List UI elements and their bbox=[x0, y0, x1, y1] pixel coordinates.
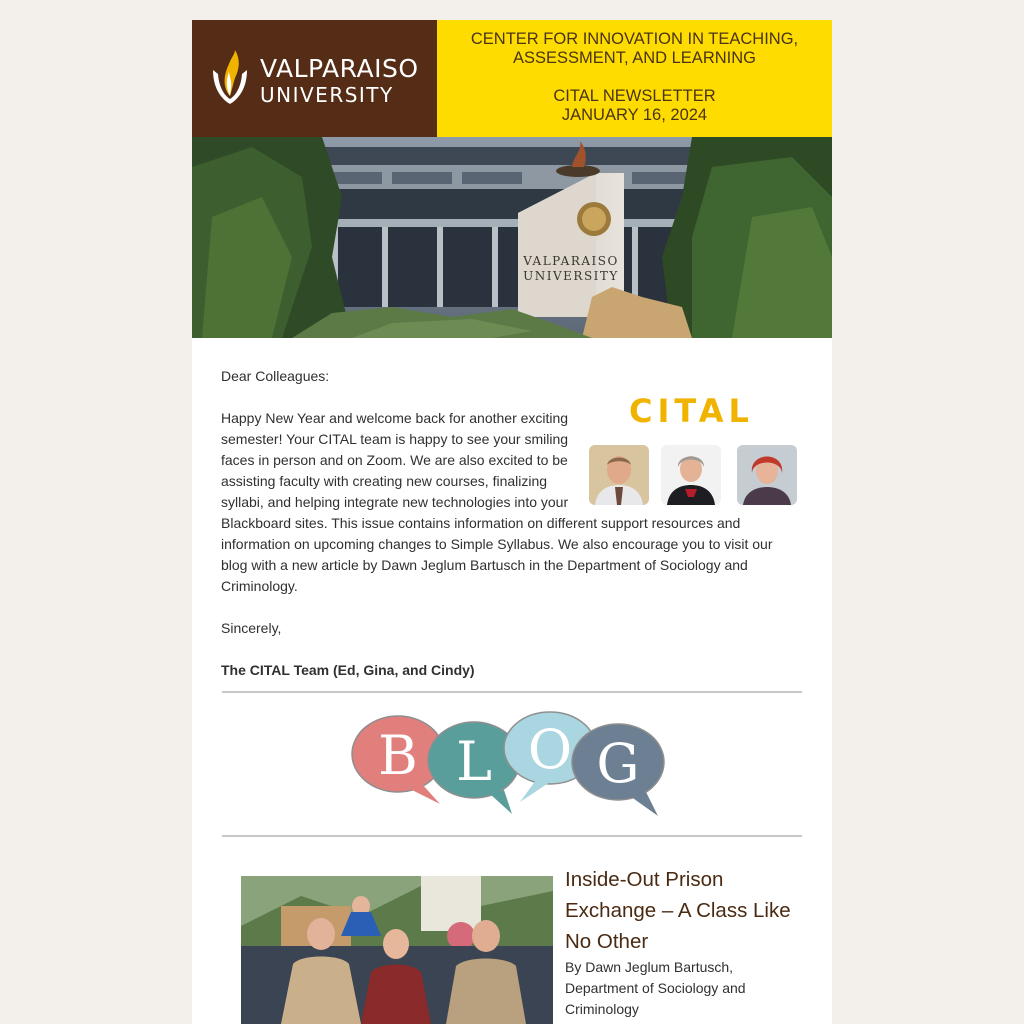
team-photo-cindy bbox=[737, 445, 797, 505]
team-photo-gina bbox=[661, 445, 721, 505]
section-divider bbox=[222, 835, 802, 837]
center-name-line2: ASSESSMENT, AND LEARNING bbox=[513, 49, 756, 67]
flame-shield-icon bbox=[209, 50, 251, 104]
cital-team-figure bbox=[589, 392, 809, 511]
blog-letter-g: G bbox=[596, 732, 640, 795]
intro-body: Happy New Year and welcome back for another exciting semester! Your CITAL team is happy to see your smiling faces in person and on Zoom. We are also excited to be assisting faculty with creating new courses, finalizing syllabi, and helping integrate new technologies into your Blackboard sites. This issue contains information on different support resources and information on upcoming changes to Simple Syllabus. We also encourage you to visit our blog with a new article by Dawn Jeglum Bartusch in the Department of Sociology and Criminology. bbox=[221, 410, 773, 594]
logo-wordmark bbox=[260, 56, 419, 105]
campus-sign-illustration bbox=[192, 137, 832, 338]
logo-line1: VALPARAISO bbox=[260, 54, 419, 83]
blog-letter-o: O bbox=[527, 718, 573, 781]
closing: Sincerely, bbox=[221, 620, 282, 636]
cital-wordmark: CITAL bbox=[629, 392, 754, 430]
sign-line2: UNIVERSITY bbox=[523, 269, 619, 283]
hero-image bbox=[192, 137, 832, 338]
newsletter-label: CITAL NEWSLETTER bbox=[553, 87, 716, 105]
newsletter-date: JANUARY 16, 2024 bbox=[561, 106, 708, 124]
signature: The CITAL Team (Ed, Gina, and Cindy) bbox=[221, 662, 475, 678]
sign-line1: VALPARAISO bbox=[523, 254, 619, 268]
center-name-line1: CENTER FOR INNOVATION IN TEACHING, bbox=[470, 30, 799, 48]
intro-section bbox=[221, 366, 801, 681]
article-title-link[interactable]: Inside-Out Prison Exchange – A Class Like No Other bbox=[565, 868, 791, 953]
section-divider bbox=[222, 691, 802, 693]
blog-banner[interactable] bbox=[350, 710, 670, 818]
logo-line2: UNIVERSITY bbox=[260, 83, 394, 107]
article-image[interactable] bbox=[241, 876, 553, 1024]
blog-letter-b: B bbox=[378, 724, 418, 787]
newsletter-header bbox=[192, 20, 832, 137]
university-logo[interactable] bbox=[192, 20, 437, 137]
blog-letter-l: L bbox=[456, 730, 492, 793]
salutation: Dear Colleagues: bbox=[221, 368, 330, 384]
newsletter-title-block bbox=[437, 20, 832, 137]
spacer bbox=[437, 68, 832, 87]
article-byline: By Dawn Jeglum Bartusch, Department of Sociology and Criminology bbox=[565, 959, 746, 1017]
spacer bbox=[221, 597, 801, 618]
spacer bbox=[221, 639, 801, 660]
team-photo-ed bbox=[589, 445, 649, 505]
